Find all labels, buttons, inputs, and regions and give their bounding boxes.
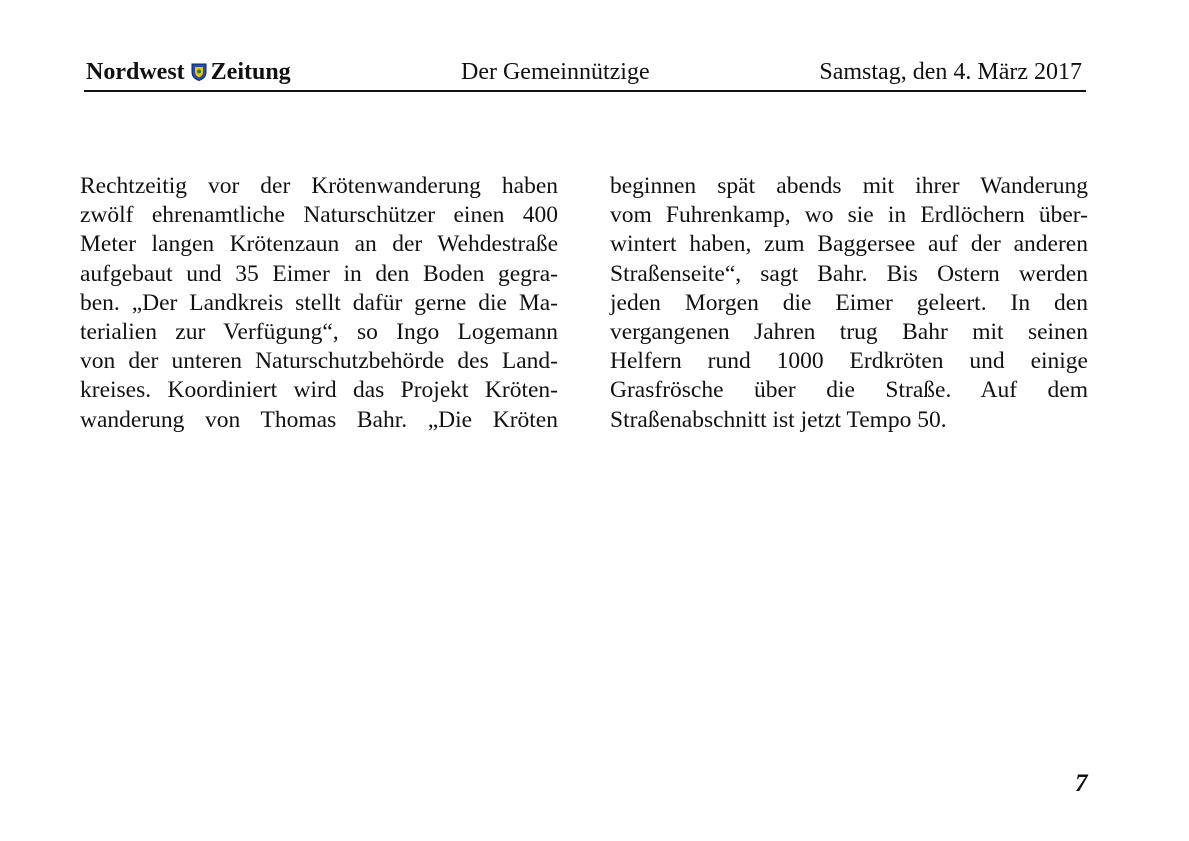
page-number: 7 [1075, 770, 1088, 797]
text-line: von der unteren Naturschutzbehörde des Land- [80, 348, 558, 375]
masthead-word-2: Zeitung [210, 59, 291, 85]
text-line: vom Fuhrenkamp, wo sie in Erdlöchern über- [610, 202, 1088, 229]
text-line: Straßenseite“, sagt Bahr. Bis Ostern werden [610, 260, 1088, 287]
text-line: Straßenabschnitt ist jetzt Tempo 50. [610, 406, 947, 433]
text-line: aufgebaut und 35 Eimer in den Boden gegra- [80, 260, 558, 287]
text-line: jeden Morgen die Eimer geleert. In den [610, 289, 1088, 316]
text-line: beginnen spät abends mit ihrer Wanderung [610, 173, 1088, 199]
coat-of-arms-icon [191, 63, 207, 81]
newspaper-masthead [86, 58, 291, 86]
page-header [84, 58, 1086, 92]
text-line: ben. „Der Landkreis stellt dafür gerne die Ma- [80, 289, 558, 316]
issue-date: Samstag, den 4. März 2017 [819, 59, 1082, 85]
text-line: vergangenen Jahren trug Bahr mit seinen [610, 318, 1088, 345]
text-line: Rechtzeitig vor der Krötenwanderung haben [80, 173, 558, 199]
text-line: kreises. Koordiniert wird das Projekt Kröten- [80, 377, 558, 404]
text-line: Helfern rund 1000 Erdkröten und einige [610, 348, 1088, 375]
masthead-word-1: Nordwest [86, 59, 185, 85]
section-title: Der Gemeinnützige [461, 59, 650, 85]
article-column-left [80, 172, 558, 435]
text-line: wanderung von Thomas Bahr. „Die Kröten [80, 406, 558, 433]
text-line: zwölf ehrenamtliche Naturschützer einen 400 [80, 202, 558, 229]
text-line: Meter langen Krötenzaun an der Wehdestraße [80, 231, 558, 258]
text-line: wintert haben, zum Baggersee auf der anderen [610, 231, 1088, 258]
text-line: Grasfrösche über die Straße. Auf dem [610, 377, 1088, 404]
text-line: terialien zur Verfügung“, so Ingo Logemann [80, 318, 558, 345]
article-column-right [610, 172, 1088, 435]
